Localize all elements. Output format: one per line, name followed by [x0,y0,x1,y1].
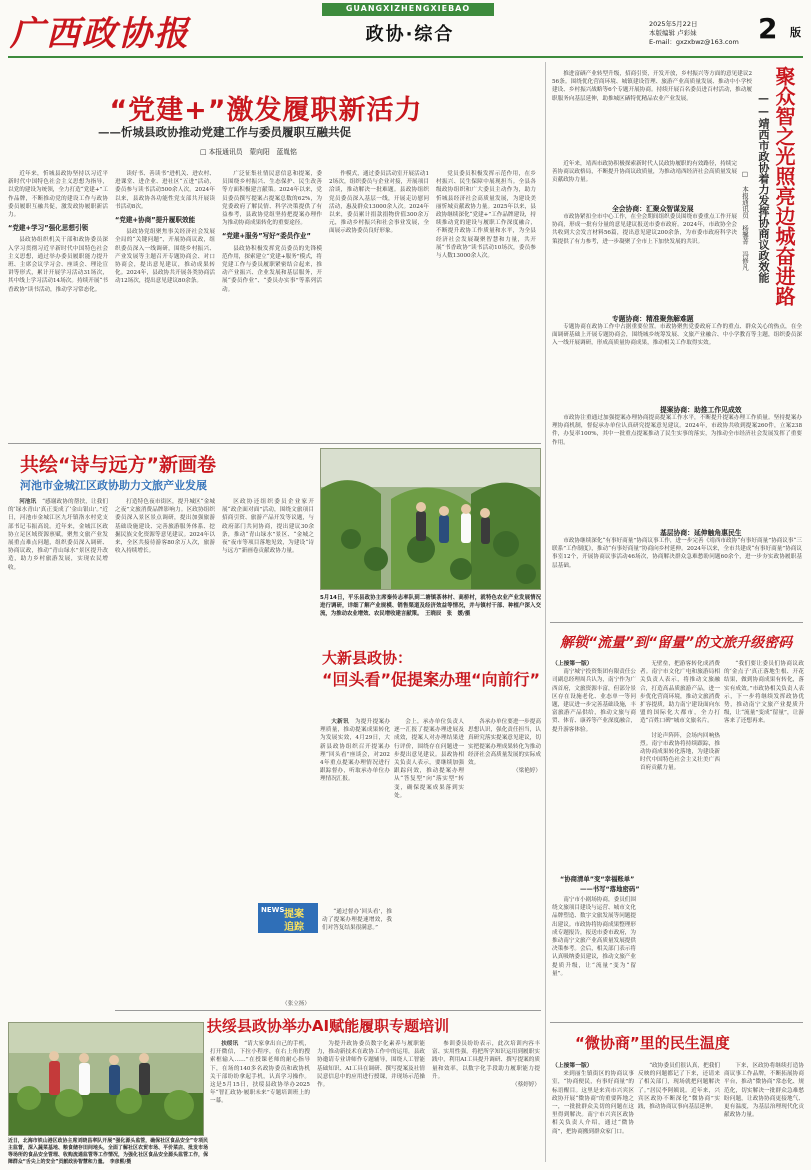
lead-col-2-text: 读好书、善读书”进机关、进农村、进课堂、进企业、进社区“五进”活动，委员参与读书活动500余人次。2024年以来，县政协各功能性党支部共开展读书活动8次。 [115,171,215,210]
lead-title: “党建+”激发履职新活力 [109,95,423,126]
feature1-col-1-text: “感谢政协的帮扶，让我们的‘绿水青山’真正变成了‘金山银山’。”近日，河池市金城江区九圩镇洛水村党支部书记韦振高说。近年来，金城江区政协立足区域资源禀赋，聚焦文旅产业发展重点难点问题，组织委员深入调研、协商议政，推动“青山绿水”景区提升改造，助力乡村旅游发展，实现农民增收。 [8,499,108,571]
field-photo [320,448,541,590]
feature1-byline: 河池讯 [19,499,37,505]
lead-sub-1: “党建+学习”强化思想引领 [8,224,89,233]
feature2-title: 扶绥县政协举办AI赋能履职专题培训 [206,1017,450,1035]
center-vertical-rule [545,62,546,1162]
tourism-col-1-text: 南宁城宁投资集团有限责任公司副总经理周兵认为，南宁作为广西首府，文旅资源丰富，但部分景区存在设施老化、业态单一等问题，建议进一步完善基础设施，丰富旅游产品供给，推动文旅与商贸、体育、康养等产业深度融合，提升游客体验。 [552,669,636,733]
section-title: 政协·综合 [365,24,455,45]
micro-col-2 [638,1062,720,1166]
feature2-col-3 [432,1040,540,1165]
masthead [0,0,811,60]
jingxi-p4 [552,537,802,635]
jingxi-p3-text: 市政协注重通过加强提案办理协商提高提案工作水平，不断提升提案办理工作质量。坚持提案办理协商机制，督促承办单位认真研究提案意见建议。2024年，市政协共收到提案260件，立案238件，办复率100%，其中一批重点提案推动了民生实事的落实，为推动全市经济社会发展发挥了重要作用。 [552,415,802,446]
lead-col-5 [436,170,536,438]
daxin-col-2 [394,718,464,908]
lead-col-5-text: 党员委员积极发挥示范作用，在乡村振兴、民生保障中展现担当。全县各级政协组织和广大委员主动作为，助力忻城县经济社会高质量发展，为建设美丽忻城贡献政协力量。2025年以来，县政协继续深化“党建+”工作品牌建设，持续推动党的建设与履职工作深度融合，不断提升政协工作质量和水平，为全县经济社会发展凝聚智慧和力量，共开展“书香政协”读书活动10场次，委员参与人数13000余人次。 [436,171,536,260]
lead-col-1b-text: 县政协组织机关干部和政协委员深入学习贯彻习近平新时代中国特色社会主义思想，通过举办委员履职能力提升班、主席会议学习会、座谈会、理论宣讲等形式，累计开展学习活动31场次，其中线上学习活动14场次。持续开展“书香政协”读书活动，推动学习常态化。 [8,237,108,293]
micro-col-3 [724,1062,804,1166]
lead-col-3 [222,170,322,438]
jingxi-title: 聚众智之光照亮边城奋进路 [772,66,796,306]
jingxi-h2: 专题协商：精准聚焦解难题 [612,315,694,323]
micro-col-2-text: “政协委员们很认真，把我们反映的问题都记了下来，还请来了相关部门，现场就把问题解决了。”居民李阿姨说。近年来，兴宾区政协不断深化“微协商”实践，推动协商议事向基层延伸。 [638,1063,720,1111]
jingxi-h1: 全会协商：汇聚众智谋发展 [612,205,694,213]
feature1-col-2 [115,498,215,998]
feature2-col-1 [210,1040,310,1165]
feature1-subtitle: 河池市金城江区政协助力文旅产业发展 [20,479,207,492]
daxin-title-1: 大新县政协： [322,649,413,667]
feature1-col-1 [8,498,108,1018]
field-photo-image [321,449,541,590]
tourism-sub-2: ——书写“落地密码” [580,885,640,893]
tourism-col-1b-text: 南宁市小剧场协商，委员们围绕文旅项目建设与运营、城市文化品牌塑造、数字文旅发展等问题提出建议。市政协将协商成果整理形成专题报告，报送市委市政府，为推动南宁文旅产业高质量发展提供决策参考。会后，相关部门表示将认真吸纳委员建议，推动文旅产业提质升级，让“流量”变为“留量”。 [552,897,636,977]
feature2-top-rule [115,1010,541,1011]
feature2-col-1-text: “请大家拿出自己的手机，打开微信，下拉小程序，在右上角的搜索框输入……”在授课老师的耐心指导下，在场的140多名政协委员和政协机关干部纷纷拿起手机，认真学习操作。这是5月15日，扶绥县政协举办2025年“智汇政协·履职未来”专题培训班上的一幕。 [210,1041,310,1105]
jingxi-lead-text-body: 推进富硒产业转型升级，招商引资，开发开放，乡村振兴等方面的意见建议256条。围绕优化营商环境、城镇建设管理、旅游产业高质量发展、推动中小学校建设、乡村振兴战略等6个专题开展协商。持续开展百名委员进百村活动，推动履职服务向基层延伸，助推城区硒特优精品农业产业发展。 [552,71,752,102]
news-tag-quote: “通过督办‘回头看’，推动了提案办理提速增效，我们对答复结果很满意。” [322,909,392,932]
page-number: 2 [758,12,778,45]
lead-col-4 [329,170,429,438]
lead-col-4-text: 作模式，通过委员活动室开展活动12场次，组织委员与企业对接，开展项目洽谈，推动解决一批难题。县政协组织党员委员深入基层一线，开展走访慰问活动，惠及群众13000余人次。2024年以来，委员累计捐款捐物价值300余万元，推动乡村振兴和社会事业发展，全面展示政协委员良好形象。 [329,171,429,235]
tourism-title: 解锁“流量”到“留量”的文旅升级密码 [560,635,793,651]
lead-sub-2: “党建+协商”提升履职效能 [115,216,196,225]
lead-col-1 [8,170,108,438]
tourism-byline: （上接第一版） [552,661,593,667]
daxin-title-2: “回头看”促提案办理“向前行” [322,670,541,689]
lead-col-2b-text: 县政协党组聚焦事关经济社会发展全局的“关键问题”，开展协商议政，组织委员深入一线调研，围绕乡村振兴、产业发展等主题召开专题协商会、对口协商会，提出意见建议，推动成果转化。2024年，县政协共开展各类协商活动12场次，提出意见建议80余条。 [115,229,215,285]
news-tag-text [322,908,392,950]
feature1-title: 共绘“诗与远方”新画卷 [20,454,216,476]
micro-col-1-text: 来到丽生镇街区的协商议事室，“协商便民，有事好商量”的标语醒目。这里是来宾市兴宾区政协开展“微协商”的重要阵地之一，一批批群众关切的问题在这里得到解决。南宁市兴宾区政协相关负责人介绍，通过“微协商”，把协商搬到群众家门口。 [552,1071,634,1135]
micro-col-1 [552,1062,634,1166]
tourism-col-1b [552,896,636,1016]
jingxi-subtitle: ——靖西市政协着力发挥协商议政效能 [757,92,770,283]
daxin-col-1 [320,718,390,908]
daxin-col-1-text: 为提升提案办理质量，推动提案成果转化为发展实效，4月29日，大新县政协组织召开提案办理“回头看”座谈会，对2024年重点提案办理情况进行跟踪督办，听取承办单位办理情况汇报。 [320,719,390,783]
lead-sub-3: “党建+服务”写好“委员作业” [222,232,311,241]
masthead-pinyin: GUANGXIZHENGXIEBAO [345,4,471,13]
page-suffix: 版 [790,26,801,39]
micro-byline: （上接第一版） [552,1063,593,1069]
jingxi-intro [552,160,737,204]
micro-title: “微协商”里的民生温度 [575,1034,730,1052]
jingxi-p2 [552,323,802,385]
right-rule-2 [550,1022,803,1023]
field-photo-caption: 5月14日，平乐县政协主席秦传志率队到二塘镇茶林村、高桥村，就特色农业产业发展情况进行调研，详细了解产业规模、销售渠道及经济效益等情况，并与镇村干部、种植户深入交流，为推动农业增效、农民增收建言献策。 王晓辰 张 媛/摄 [320,595,541,617]
news-tag-word-2: 追踪 [284,922,304,933]
lead-col-3-text: 广泛征集社情民意信息和提案，委员围绕乡村振兴、生态保护、民生改善等方面积极建言献策。2024年以来，党员委员撰写提案占提案总数的62%，为党委政府了解民情、科学决策提供了有益参考，县政协党组坚持把提案办理作为推动协商成果转化的重要途径。 [222,171,322,227]
daxin-col-2-text: 会上，承办单位负责人逐一汇报了提案办理进展及成效，提案人对办理结果进行评价，围绕存在问题进一步提出意见建议。县政协相关负责人表示，要继续加强跟踪问效，推动提案办理从“答复型”向“落实型”转变，确保提案成果落到实处。 [394,719,464,799]
tourism-col-2-text: 无壁垒，把游客转化成消费者。南宁市文化广电和旅游局相关负责人表示，将推动文旅融合，打造高品质旅游产品，进一步优化营商环境，推动文旅消费扩容提质，助力南宁建设面向东盟的国际化大都市，全力打造“百姓口碑”城市文旅名片。 [640,661,720,725]
jingxi-intro-text: 近年来，靖西市政协积极探索新时代人民政协履职的有效路径，持续完善协商议政格局，不断提升协商议政质量，为推动靖西经济社会高质量发展贡献政协力量。 [552,161,737,184]
feature2-col-3-text: 参训委员纷纷表示，此次培训内容丰富、实用性强，将把所学知识运用到履职实践中，利用AI工具提升调研、撰写提案的质量和效率，以数字化手段助力履职能力提升。 [432,1041,540,1080]
jingxi-p1 [552,213,737,311]
lead-byline: □ 本报通讯员 蒙向阳 蓝胤铭 [200,148,297,156]
jingxi-p2-text: 专题协商在政协工作中占据重要位置。市政协聚焦党委政府工作的重点、群众关心的热点，在全面调研基础上开展专题协商会，围绕城乡统筹发展、文旅产业融合、中小学教育等主题，组织委员深入一线开展调研，形成高质量协商成果，推动相关工作取得实效。 [552,324,802,347]
feature1-col-3-text: 区政协还组织委员企业家开展“政企面对面”活动，围绕文旅项目招商引资、旅游产品开发等议题，与政府部门共同协商，提出建议30余条，推动“青山绿水”景区、“金城之夜”夜市等项目落地见效，为建设“诗与远方”新画卷贡献政协力量。 [222,499,314,555]
feature2-author: （蔡婷婷） [512,1082,540,1089]
jingxi-lead-text [552,70,752,162]
page-editor: 本版编辑 卢彩妹 [649,29,697,37]
feature2-byline: 扶绥讯 [221,1041,239,1047]
tourism-sub-1: “协商清单”变“幸福账单” [560,875,635,883]
lead-subtitle: ——忻城县政协推动党建工作与委员履职互融共促 [98,125,351,139]
tourism-col-2 [640,660,720,1030]
tourism-col-3 [724,660,804,1030]
editor-email: E-mail：gxzxbwz@163.com [649,38,739,46]
feature2-col-2 [317,1040,425,1165]
lead-col-1-text: 近年来，忻城县政协坚持以习近平新时代中国特色社会主义思想为指导，以党的建设为统领，全力打造“党建+”工作品牌，不断推动党的建设工作与政协委员履职互融共促，激发政协履职新活力。 [8,171,108,219]
news-tag-author: （张立扬） [282,1001,310,1007]
right-rule-1 [550,622,803,623]
market-photo [8,1022,204,1136]
feature1-col-2-text: 打造特色夜市街区，提升城区“金城之夜”文旅消费品牌影响力。区政协组织委员深入景区景点调研，提出加强旅游基础设施建设、完善旅游服务体系、挖掘民族文化资源等意见建议。2024年以来，全区共接待游客80余万人次，旅游收入持续增长。 [115,499,215,555]
jingxi-p3 [552,414,802,514]
jingxi-p4-text: 市政协继续深化“有事好商量”协商议事工作，进一步完善《靖西市政协“有事好商量”协商议事“三联系”工作制度》，推动“有事好商量”协商向乡村延伸。2024年以来，全市共建成“有事好商量”协商议事室12个，开展协商议事活动46场次，协商解决群众急难愁盼问题60余个，进一步夯实政协履职基层基础。 [552,538,802,569]
news-tag-label: NEWS [261,906,285,914]
jingxi-p1-text: 市政协紧扣全市中心工作，在全会期间组织委员围绕市委重点工作开展协商，形成一批有分量的意见建议报送市委市政府。2024年，市政协全会共收到大会发言材料56篇，提出意见建议200余条，为市委市政府科学决策提供了有力参考，进一步凝聚了全市上下加快发展的共识。 [552,214,737,245]
daxin-author: （梁艳婷） [513,768,541,775]
news-tag-word-1: 提案 [284,909,304,920]
issue-date: 2025年5月22日 [649,20,698,28]
masthead-rule [8,56,803,58]
jingxi-h3: 提案协商：助推工作见成效 [660,406,742,414]
news-tag [258,903,318,933]
feature2-col-2-text: 为提升政协委员数字化素养与履职能力，推动新技术在政协工作中的运用，县政协邀请专业讲师作专题辅导，围绕人工智能基础知识、AI工具在调研、撰写提案及社情民意信息中的应用进行授课，并现场示范操作。 [317,1041,425,1089]
masthead-logo: 广西政协报 [10,14,190,54]
daxin-col-3 [468,718,541,908]
tourism-col-2b-text: 讨论声阵阵，会场内回响热烈。南宁市政协将持续跟踪，推动协商成果转化落地，为建设新时代中国特色社会主义壮美广西首府贡献力量。 [640,732,720,772]
lead-bottom-rule [8,443,541,444]
tourism-col-3-text: “我们要让委员们协商议政的‘金点子’真正落地生根、开花结果，做到协商成果有转化，落实有成效。”市政协相关负责人表示，下一步将继续发挥政协优势，推动南宁文旅产业提质升级，让“流量”变成“留量”，让游客来了还想再来。 [724,661,804,725]
daxin-byline: 大新讯 [331,719,349,725]
lead-col-2 [115,170,215,438]
lead-col-3b-text: 县政协积极发挥党员委员的先锋模范作用，探索建立“党建+服务”模式，将党建工作与委员履职紧密结合起来，推动产业振兴、企业发展和基层服务，开展“委员作业”、“委员办实事”等系列活动。 [222,245,322,293]
jingxi-byline: □ 本报通讯员 杨馨菁 冯修凡 [741,170,749,271]
jingxi-h4: 基层协商：延伸触角惠民生 [660,529,742,537]
market-photo-caption: 近日，北海市铁山港区政协主席刘晓昌率队开展“强化源头监管，确保社区食品安全”专项民主监督，深入蔬菜基地、粮食储存田间地头，全面了解社区农贸市场、平价菜店、批发市场等场所的食品安全管理、收购流通监管等工作情况，为强化社区食品安全源头监管工作，保障群众“舌尖上的安全”贡献政协智慧和力量。 李彦熙/摄 [8,1138,208,1165]
market-photo-image [9,1023,204,1136]
daxin-col-3-text: 各承办单位要进一步提高思想认识，强化责任担当，认真研究落实提案意见建议，切实把提案办理成果转化为推动经济社会高质量发展的实际成效。 [468,719,541,767]
micro-col-3-text: 下来，区政协将继续打造协商议事工作品牌，不断拓展协商平台，推动“微协商”常态化、规范化，切实解决一批群众急难愁盼问题，让政协协商更接地气、更有温度，为基层治理现代化贡献政协力量。 [724,1063,804,1119]
